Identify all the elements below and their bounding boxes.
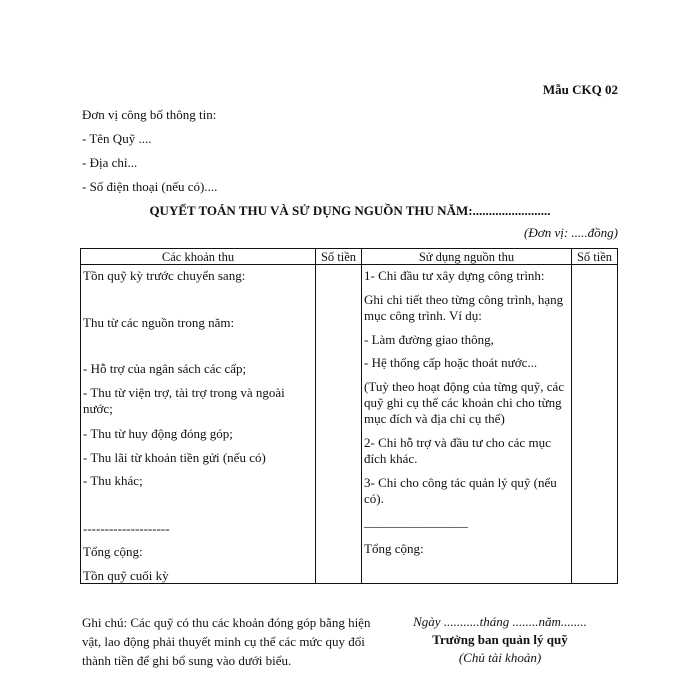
publisher-label: Đơn vị công bố thông tin: xyxy=(82,107,217,122)
usage-divider: ________________ xyxy=(364,514,468,529)
signer-title: Trưởng ban quản lý quỹ xyxy=(432,632,568,647)
income-item: - Thu từ huy động đóng góp; xyxy=(83,426,233,441)
usage-cell xyxy=(362,265,572,584)
signature-date: Ngày ...........tháng ........năm........ xyxy=(413,614,587,629)
document-title: QUYẾT TOÁN THU VÀ SỬ DỤNG NGUỒN THU NĂM:........................ xyxy=(149,203,551,218)
usage-item: (Tuỳ theo hoạt động của từng quỹ, các quỹ ghi cụ thể các khoản chi cho từng mục đích và địa chỉ cụ thể) xyxy=(364,379,565,426)
closing-balance-label: Tồn quỹ cuối kỳ xyxy=(83,568,169,583)
usage-amount-header: Số tiền xyxy=(572,249,618,265)
usage-item: 3- Chi cho công tác quản lý quỹ (nếu có). xyxy=(364,475,557,506)
income-divider: -------------------- xyxy=(83,521,170,536)
address-line: - Địa chỉ... xyxy=(82,155,138,170)
usage-amount-cell xyxy=(572,265,618,584)
income-item: Tồn quỹ kỳ trước chuyển sang: xyxy=(83,268,246,283)
fund-name-line: - Tên Quỹ .... xyxy=(82,131,152,146)
signer-role: (Chủ tài khoản) xyxy=(458,650,542,665)
income-header: Các khoản thu xyxy=(81,249,316,265)
usage-header: Sử dụng nguồn thu xyxy=(362,249,572,265)
table-header-row xyxy=(81,249,618,265)
usage-item: Ghi chi tiết theo từng công trình, hạng mục công trình. Ví dụ: xyxy=(364,292,564,323)
form-code: Mẫu CKQ 02 xyxy=(542,82,618,97)
income-amount-cell xyxy=(316,265,362,584)
usage-item: - Hệ thống cấp hoặc thoát nước... xyxy=(364,355,538,370)
phone-line: - Số điện thoại (nếu có).... xyxy=(82,179,218,194)
table-body-row xyxy=(81,265,618,584)
income-item: Thu từ các nguồn trong năm: xyxy=(83,315,235,330)
currency-unit: (Đơn vị: .....đồng) xyxy=(524,225,618,240)
usage-total-label: Tổng cộng: xyxy=(364,541,424,556)
income-item: - Hỗ trợ của ngân sách các cấp; xyxy=(83,361,247,376)
income-total-label: Tổng cộng: xyxy=(83,544,143,559)
income-item: - Thu khác; xyxy=(83,473,143,488)
income-item: - Thu từ viện trợ, tài trợ trong và ngoài nước; xyxy=(83,385,285,416)
usage-item: 2- Chi hỗ trợ và đầu tư cho các mục đích khác. xyxy=(364,435,551,466)
footnote: Ghi chú: Các quỹ có thu các khoản đóng góp bằng hiện vật, lao động phải thuyết minh cụ thể các mức quy đổi thành tiền để ghi bổ sung vào dưới biểu. xyxy=(82,615,371,668)
usage-item: - Làm đường giao thông, xyxy=(364,332,494,347)
usage-item: 1- Chi đầu tư xây dựng công trình: xyxy=(364,268,545,283)
income-amount-header: Số tiền xyxy=(316,249,362,265)
income-item: - Thu lãi từ khoản tiền gửi (nếu có) xyxy=(83,450,266,465)
settlement-table xyxy=(80,248,618,584)
income-cell xyxy=(81,265,316,584)
